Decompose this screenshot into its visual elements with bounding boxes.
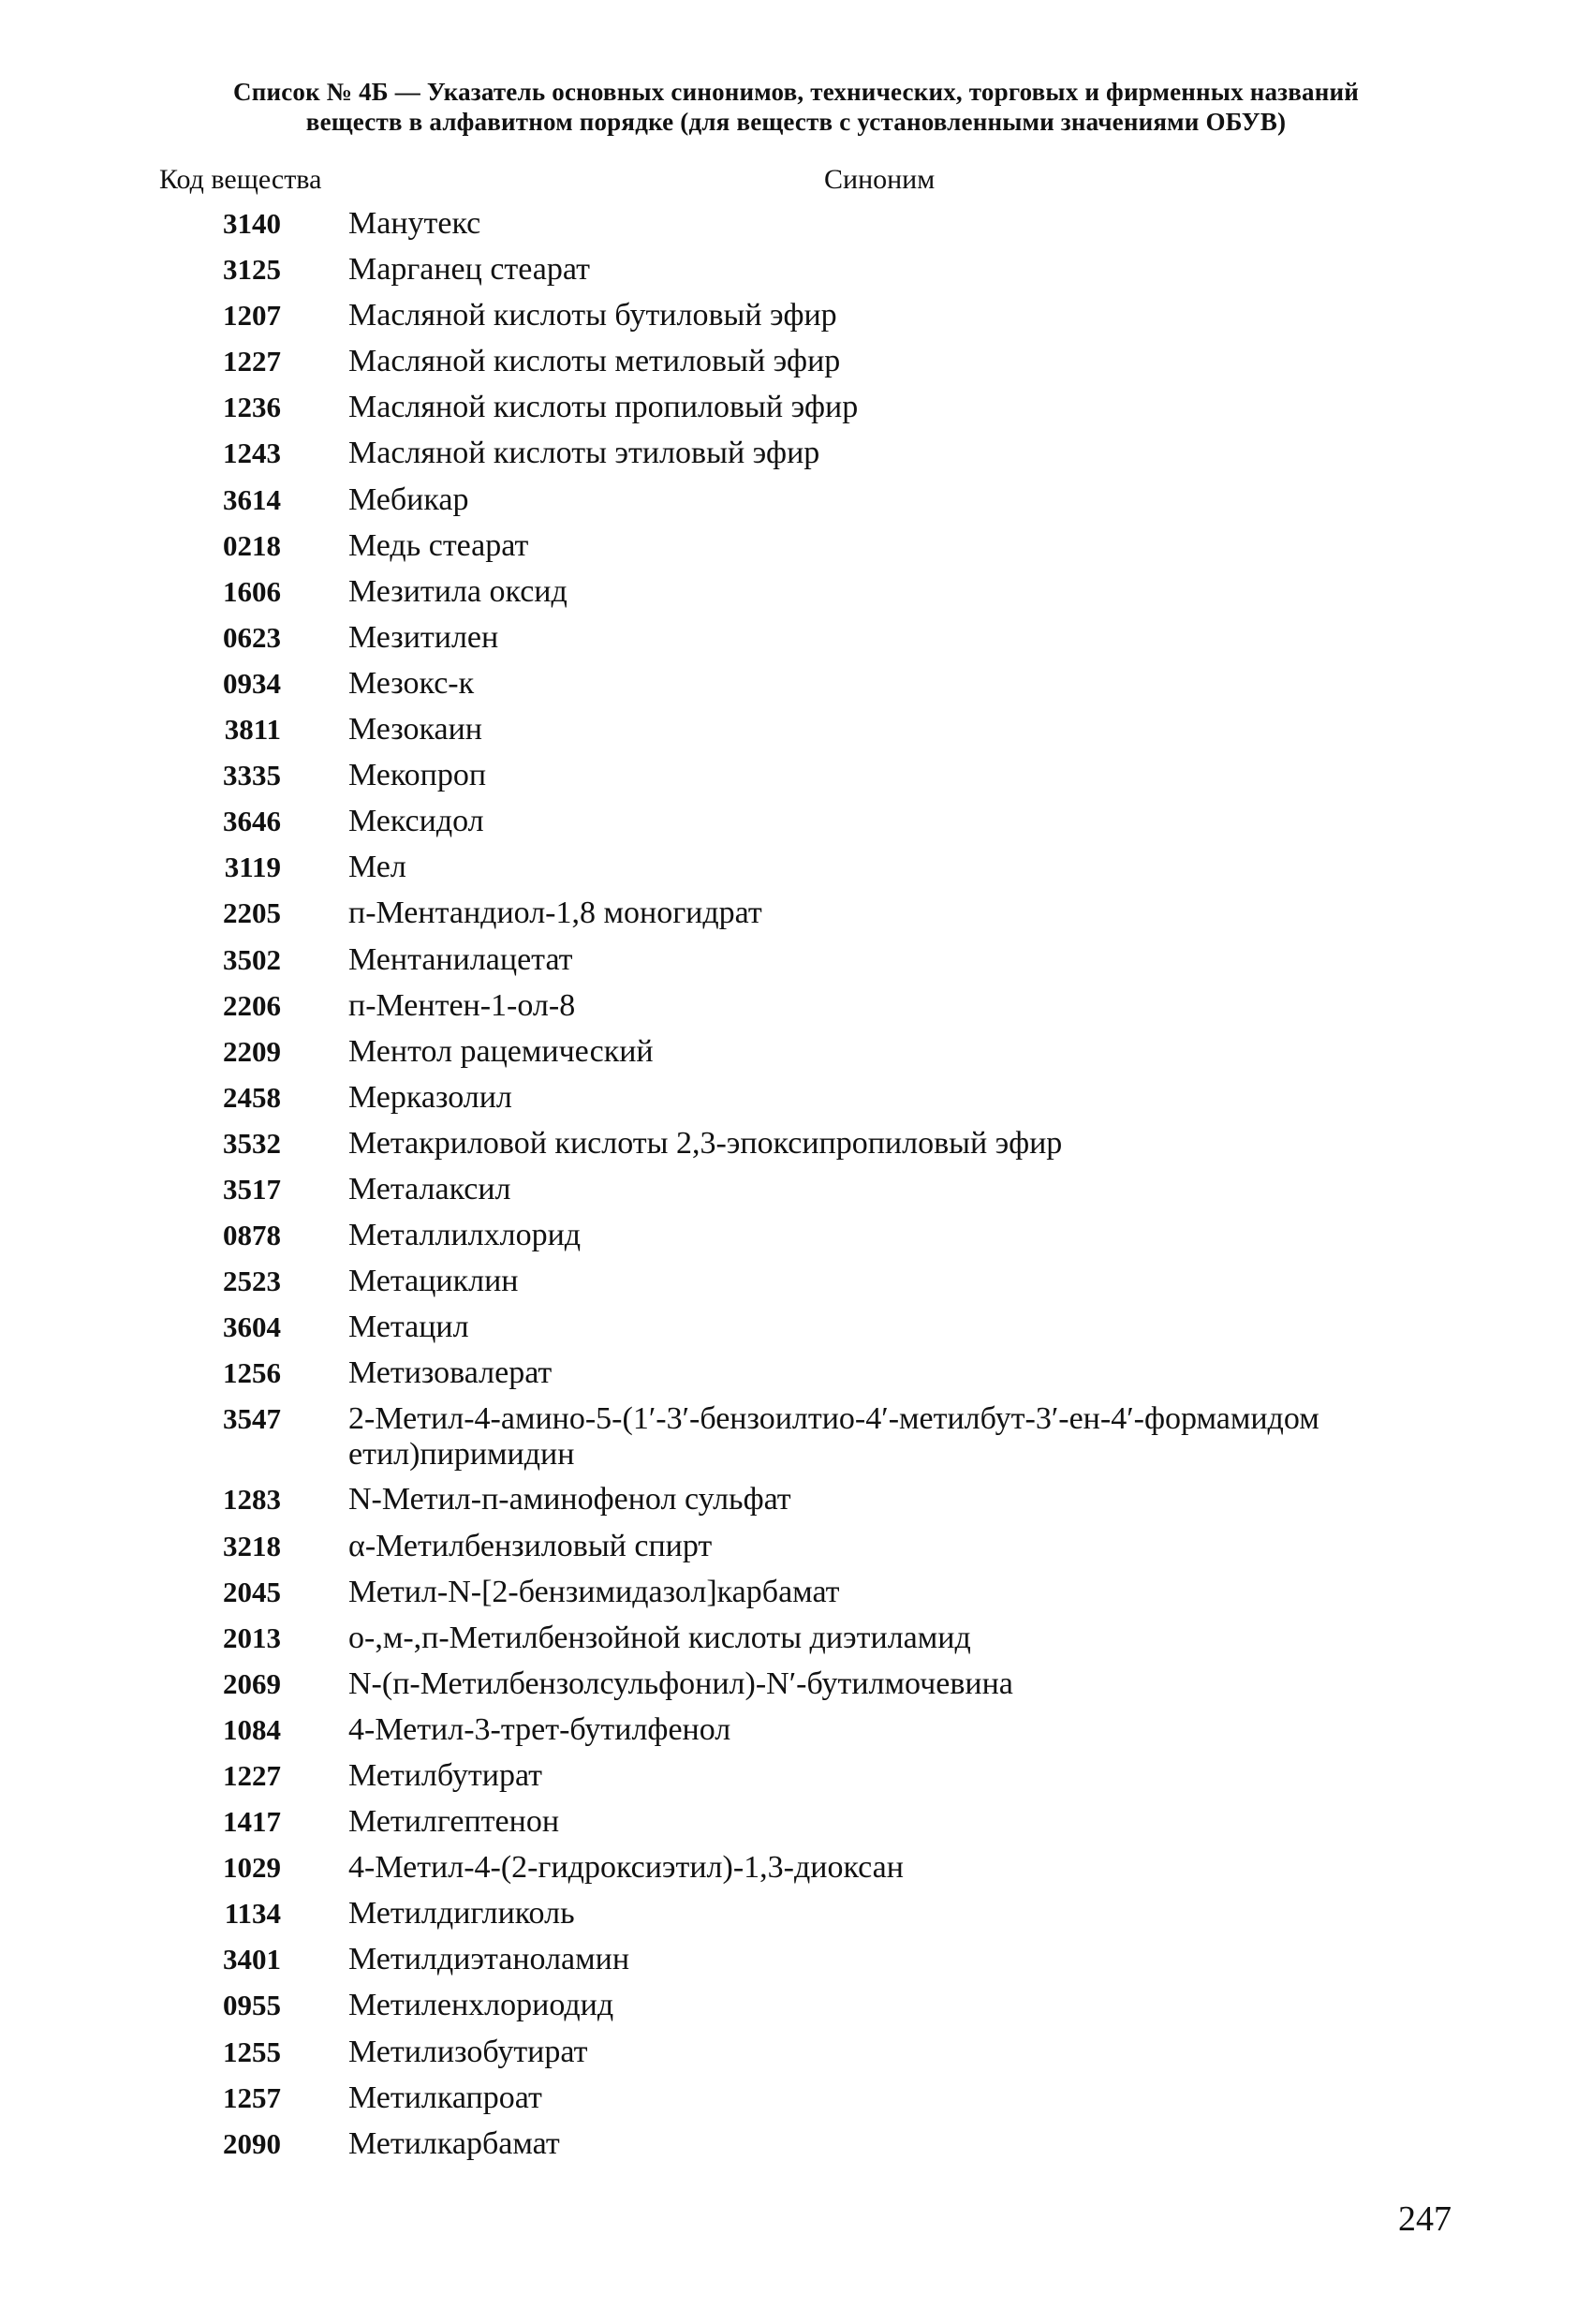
table-row [0,1527,1592,1573]
substance-code: 2523 [223,1265,281,1298]
synonym-name: Метациклин [348,1264,519,1299]
substance-code: 0878 [223,1219,281,1252]
table-row [0,2124,1592,2170]
substance-code: 1257 [223,2080,281,2114]
synonym-name: Метилизобутират [348,2034,588,2069]
synonym-name: Мел [348,850,406,885]
substance-code: 1029 [223,1851,281,1885]
table-row [0,664,1592,710]
table-row [0,710,1592,756]
table-row [0,481,1592,526]
table-row [0,1710,1592,1756]
synonym-name: Мерказолил [348,1079,512,1115]
synonym-name: Медь стеарат [348,527,529,563]
table-row [0,1573,1592,1619]
synonym-name: Метилгептенон [348,1804,560,1840]
page-number: 247 [1398,2199,1452,2239]
synonym-name: Метиленхлориодид [348,1988,614,2023]
table-row [0,526,1592,572]
synonym-name: Метил-N-[2-бензимидазол]карбамат [348,1574,840,1609]
title-line-1: Список № 4Б — Указатель основных синонимов, технических, торговых и фирменных названий [233,78,1359,106]
table-row [0,1802,1592,1848]
table-row [0,1124,1592,1170]
synonym-name: о-,м-,п-Метилбензойной кислоты диэтиламид [348,1620,971,1655]
substance-code: 2045 [223,1575,281,1608]
synonym-name: Метилкапроат [348,2080,542,2115]
synonym-name: Мезитилен [348,619,499,655]
substance-code: 3218 [223,1529,281,1562]
substance-code: 1236 [223,391,281,424]
synonym-name: Ментанилацетат [348,941,573,977]
substance-code: 1255 [223,2035,281,2068]
table-row [0,434,1592,480]
synonym-name: 2-Метил-4-амино-5-(1′-3′-бензоилтио-4′-метилбут-3′-ен-4′-формамидом етил)пиримидин [348,1401,1319,1473]
table-row [0,1480,1592,1526]
synonym-name: Металлилхлорид [348,1218,582,1253]
substance-code: 0218 [223,528,281,562]
title-line-2: веществ в алфавитном порядке (для веществ с установленными значениями ОБУВ) [305,108,1287,136]
table-row [0,802,1592,848]
column-header-code: Код вещества [159,164,322,195]
table-row [0,1262,1592,1308]
synonym-name: Мексидол [348,804,484,839]
table-row [0,1756,1592,1802]
table-row [0,1354,1592,1399]
table-row [0,756,1592,802]
table-row [0,1986,1592,2032]
synonym-name: Ментол рацемический [348,1033,654,1069]
synonym-name: Метилдиэтаноламин [348,1942,630,1977]
substance-code: 1134 [224,1897,281,1931]
substance-code: 2206 [223,988,281,1022]
substance-code: 3547 [223,1402,281,1436]
substance-code: 3604 [223,1310,281,1344]
substance-code: 2069 [223,1666,281,1700]
synonym-name: Металаксил [348,1171,511,1206]
substance-code: 3502 [223,942,281,976]
table-row [0,618,1592,664]
substance-code: 3335 [223,759,281,792]
synonym-name: Масляной кислоты бутиловый эфир [348,298,837,333]
synonym-name: п-Ментен-1-ол-8 [348,987,576,1023]
synonym-name: Мезитила оксид [348,573,568,609]
synonym-name: Масляной кислоты этиловый эфир [348,436,820,471]
synonym-name: Масляной кислоты пропиловый эфир [348,390,859,425]
synonym-name: 4-Метил-3-трет-бутилфенол [348,1711,731,1747]
synonym-name: N-(п-Метилбензолсульфонил)-N′-бутилмочевина [348,1665,1013,1701]
substance-code: 3140 [223,207,281,240]
synonym-name: Метилдигликоль [348,1896,575,1932]
substance-code: 3646 [223,805,281,838]
substance-code: 3532 [223,1126,281,1160]
table-row [0,1894,1592,1940]
synonym-name: N-Метил-п-аминофенол сульфат [348,1482,791,1517]
substance-code: 0955 [223,1989,281,2022]
synonym-name: 4-Метил-4-(2-гидроксиэтил)-1,3-диоксан [348,1850,904,1886]
substance-code: 3517 [223,1172,281,1206]
substance-code: 3614 [223,482,281,516]
synonym-list [0,204,1592,2170]
table-row [0,250,1592,296]
synonym-name: Марганец стеарат [348,252,590,288]
column-header-synonym: Синоним [824,164,936,195]
substance-code: 1606 [223,574,281,608]
table-row [0,986,1592,1032]
table-row [0,1032,1592,1078]
table-row [0,848,1592,894]
table-row [0,572,1592,618]
substance-code: 1207 [223,299,281,333]
table-row [0,894,1592,940]
substance-code: 2205 [223,896,281,930]
synonym-name: Метилкарбамат [348,2125,560,2161]
substance-code: 2013 [223,1621,281,1654]
substance-code: 1256 [223,1356,281,1390]
table-row [0,1940,1592,1986]
table-row [0,2033,1592,2079]
substance-code: 1243 [223,437,281,470]
page-title [140,77,1452,137]
table-row [0,1170,1592,1216]
synonym-name: п-Ментандиол-1,8 моногидрат [348,896,762,931]
synonym-name: Мезокаин [348,712,483,748]
table-row [0,204,1592,250]
substance-code: 3119 [224,851,281,884]
table-row [0,1619,1592,1665]
substance-code: 2458 [223,1080,281,1114]
synonym-name: Метакриловой кислоты 2,3-эпоксипропиловый эфир [348,1125,1063,1161]
synonym-name: Манутекс [348,206,481,241]
substance-code: 0623 [223,620,281,654]
substance-code: 1227 [223,345,281,378]
substance-code: 3401 [223,1943,281,1976]
table-row [0,342,1592,388]
table-row [0,1078,1592,1124]
synonym-name: Метизовалерат [348,1355,553,1391]
table-row [0,1665,1592,1710]
synonym-name: Масляной кислоты метиловый эфир [348,344,841,379]
synonym-name: α-Метилбензиловый спирт [348,1528,713,1563]
substance-code: 3125 [223,253,281,287]
table-row [0,1216,1592,1262]
substance-code: 1227 [223,1759,281,1792]
substance-code: 1084 [223,1712,281,1746]
substance-code: 2090 [223,2126,281,2160]
table-row [0,1308,1592,1354]
substance-code: 1283 [223,1483,281,1517]
table-row [0,2079,1592,2124]
synonym-name: Мебикар [348,481,469,517]
table-row [0,1399,1592,1480]
substance-code: 1417 [223,1805,281,1839]
substance-code: 2209 [223,1034,281,1068]
synonym-name: Метацил [348,1310,469,1345]
synonym-name: Мекопроп [348,758,487,793]
substance-code: 0934 [223,666,281,700]
table-row [0,388,1592,434]
table-row [0,1848,1592,1894]
synonym-name: Метилбутират [348,1758,543,1793]
table-row [0,940,1592,986]
substance-code: 3811 [224,713,281,747]
table-row [0,296,1592,342]
synonym-name: Мезокс-к [348,665,475,701]
